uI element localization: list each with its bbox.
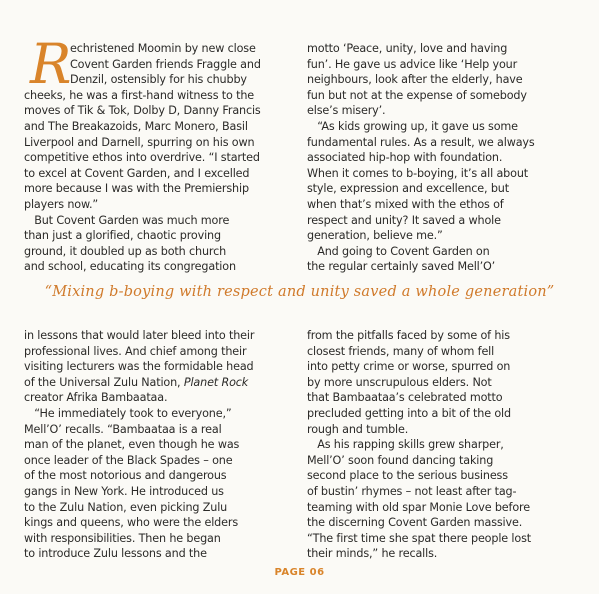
text-line: generation, believe me.” [307,229,443,243]
text-line: ground, it doubled up as both church [24,244,227,258]
text-line: Liverpool and Darnell, spurring on his own [24,135,255,149]
text-line: than just a glorified, chaotic proving [24,229,221,243]
text-line: teaming with old spar Monie Love before [307,500,530,514]
text-line: else’s misery’. [307,104,386,118]
text-line: and The Breakazoids, Marc Monero, Basil [24,119,248,133]
text-fragment: of the Universal Zulu Nation, [24,375,184,389]
text-line: precluded getting into a bit of the old [307,406,511,420]
text-line: “As kids growing up, it gave us some [307,119,518,133]
article-column-bottom-left [24,328,292,562]
text-line: closest friends, many of whom fell [307,344,495,358]
text-line: the discerning Covent Garden massive. [307,516,523,530]
text-line: second place to the serious business [307,469,508,483]
text-line: man of the planet, even though he was [24,438,240,452]
text-line: style, expression and excellence, but [307,182,509,196]
text-line: players now.” [24,197,99,211]
text-line: more because I was with the Premiership [24,182,249,196]
text-line: Denzil, ostensibly for his chubby [70,73,247,87]
text-line: echristened Moomin by new close [70,42,256,55]
text-line: And going to Covent Garden on [307,244,490,258]
text-line: to excel at Covent Garden, and I excelled [24,166,250,180]
song-title: Planet Rock [183,375,249,389]
text-line: Covent Garden friends Fraggle and [70,57,261,71]
text-line: moves of Tik & Tok, Dolby D, Danny Francis [24,104,261,118]
article-column-top-left [24,32,292,275]
text-line: motto ‘Peace, unity, love and having [307,42,508,55]
text-line: When it comes to b-boying, it’s all about [307,166,528,180]
text-line: rough and tumble. [307,422,409,436]
text-line: respect and unity? It saved a whole [307,213,501,227]
text-line: competitive ethos into overdrive. “I started [24,151,260,165]
text-line [24,375,292,391]
text-line: to the Zulu Nation, even picking Zulu [24,500,228,514]
text-line: neighbours, look after the elderly, have [307,73,523,87]
text-line: when that’s mixed with the ethos of [307,197,504,211]
drop-cap: R [30,32,72,96]
text-line: that Bambaataa’s celebrated motto [307,391,503,405]
text-line: in lessons that would later bleed into their [24,329,255,342]
text-line: once leader of the Black Spades – one [24,453,233,467]
text-line: “The first time she spat there people lost [307,531,531,545]
text-line: the regular certainly saved Mell’O’ [307,260,496,274]
text-line: from the pitfalls faced by some of his [307,329,510,342]
text-line: with responsibilities. Then he began [24,531,221,545]
text-line: of the most notorious and dangerous [24,469,227,483]
text-line: Mell’O’ soon found dancing taking [307,453,494,467]
text-line: into petty crime or worse, spurred on [307,360,511,374]
text-line: As his rapping skills grew sharper, [307,438,504,452]
text-line: visiting lecturers was the formidable head [24,360,254,374]
article-column-bottom-right [307,328,575,562]
text-line: gangs in New York. He introduced us [24,484,224,498]
text-line: Mell’O’ recalls. “Bambaataa is a real [24,422,222,436]
text-line: to introduce Zulu lessons and the [24,547,207,561]
pull-quote: “Mixing b-boying with respect and unity saved a whole generation” [44,284,555,300]
text-line: professional lives. And chief among their [24,344,247,358]
text-line: fundamental rules. As a result, we always [307,135,535,149]
text-line: kings and queens, who were the elders [24,516,238,530]
text-line: and school, educating its congregation [24,260,236,274]
text-line: fun’. He gave us advice like ‘Help your [307,57,518,71]
text-line: fun but not at the expense of somebody [307,88,527,102]
page-number: PAGE 06 [274,567,325,578]
text-line: associated hip-hop with foundation. [307,151,503,165]
text-line: cheeks, he was a first-hand witness to the [24,88,255,102]
text-line: “He immediately took to everyone,” [24,406,232,420]
text-line: their minds,” he recalls. [307,547,438,561]
text-line: creator Afrika Bambaataa. [24,391,168,405]
text-line: of bustin’ rhymes – not least after tag- [307,484,517,498]
text-line: But Covent Garden was much more [24,213,230,227]
text-line: by more unscrupulous elders. Not [307,375,492,389]
article-column-top-right [307,41,575,275]
